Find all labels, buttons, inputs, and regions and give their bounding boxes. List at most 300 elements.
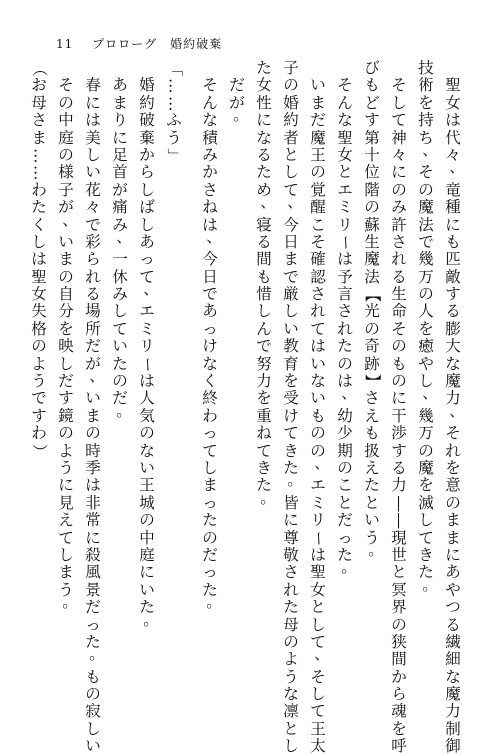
text-glyph: 々 [391,145,407,164]
text-glyph: い [364,511,380,530]
text-glyph: 聖 [337,128,353,147]
text-glyph: 現 [391,528,407,547]
text-glyph: さ [337,302,353,321]
text-glyph: と [364,493,380,512]
text-column [255,59,276,680]
text-glyph: と [283,145,299,164]
text-glyph: い [139,458,155,477]
text-glyph: い [85,389,101,408]
text-glyph: の [364,319,380,338]
text-glyph: し [31,232,47,251]
text-glyph: 階 [364,180,380,199]
text-glyph: ま [31,128,47,147]
text-glyph: 法 [418,215,434,234]
text-glyph: し [256,302,272,321]
text-glyph: 、 [314,453,330,472]
page-number: 11 [56,37,74,51]
text-glyph: け [202,337,218,356]
text-glyph: 気 [139,406,155,425]
text-glyph: 痛 [112,198,128,217]
text-glyph: 世 [391,545,407,564]
text-glyph: 婚 [139,76,155,95]
text-column [228,60,249,680]
text-glyph: か [202,163,218,182]
text-glyph: を [418,319,434,338]
text-glyph: 幾 [418,250,434,269]
text-column [363,59,384,680]
text-glyph: な [202,354,218,373]
text-glyph: た [256,163,272,182]
text-glyph: あ [202,302,218,321]
text-glyph: 母 [283,615,299,634]
text-glyph: 風 [85,563,101,582]
text-glyph: わ [31,424,47,443]
text-glyph: 庭 [58,128,74,147]
text-glyph: そ [310,667,326,686]
text-glyph: 一 [112,250,128,269]
text-glyph: 。 [368,540,384,559]
text-column [201,60,222,680]
text-glyph: と [337,493,353,512]
text-glyph: た [256,476,272,495]
text-glyph: 跡 [364,354,380,373]
text-glyph: て [310,319,326,338]
text-glyph: と [283,719,299,738]
text-glyph: の [112,372,128,391]
text-glyph: た [202,511,218,530]
text-glyph: 「 [165,60,184,77]
text-glyph: 分 [58,302,74,321]
text-glyph: 約 [283,111,299,130]
text-glyph: に [85,93,101,112]
text-glyph: 教 [283,337,299,356]
text-glyph: 生 [391,285,407,304]
text-glyph: の [139,424,155,443]
text-glyph: 育 [283,354,299,373]
text-glyph: そ [391,76,407,95]
text-glyph: わ [31,180,47,199]
text-glyph: っ [202,319,218,338]
text-glyph: の [58,145,74,164]
text-glyph: い [310,76,326,95]
text-glyph: し [85,719,101,738]
text-glyph: 王 [310,145,326,164]
text-glyph: 足 [112,145,128,164]
text-glyph: ー [138,356,157,373]
text-glyph: だ [85,598,101,617]
text-glyph: あ [139,232,155,251]
text-glyph: な [445,354,461,373]
text-glyph: い [112,337,128,356]
text-column [336,60,357,680]
text-glyph: 人 [418,302,434,321]
text-glyph: に [445,215,461,234]
text-glyph: の [337,458,353,477]
text-column [417,59,438,680]
text-glyph: 見 [58,493,74,512]
text-glyph: た [139,598,155,617]
text-glyph: 惜 [256,285,272,304]
text-glyph: 春 [85,76,101,95]
text-glyph: ま [85,406,101,425]
chapter-title: プロローグ 婚約破棄 [92,37,223,51]
text-glyph: リ [139,337,155,356]
text-glyph: 、 [422,140,438,159]
text-glyph: で [256,337,272,356]
text-glyph: え [364,406,380,425]
running-head [56,35,222,52]
text-glyph: か [391,667,407,686]
text-glyph: て [202,441,218,460]
text-glyph: た [337,337,353,356]
text-glyph: 術 [418,76,434,95]
text-glyph: て [112,319,128,338]
text-glyph: 魔 [418,198,434,217]
text-glyph: る [256,145,272,164]
text-glyph: 冥 [391,580,407,599]
text-glyph: は [85,476,101,495]
text-glyph: 場 [85,302,101,321]
text-glyph: ん [337,93,353,112]
text-glyph: は [310,545,326,564]
text-glyph: る [445,615,461,634]
text-glyph: の [310,424,326,443]
text-glyph: 積 [202,128,218,147]
text-glyph: び [364,59,380,77]
text-glyph: 力 [391,476,407,495]
text-glyph: つ [445,598,461,617]
text-glyph: 棄 [139,128,155,147]
text-glyph: 太 [310,737,326,756]
text-glyph: 日 [202,267,218,286]
text-glyph: の [391,337,407,356]
text-glyph: よ [58,441,74,460]
text-glyph: 約 [139,93,155,112]
text-glyph: 寂 [85,702,101,721]
text-glyph: だ [202,545,218,564]
text-glyph: 干 [391,406,407,425]
text-glyph: エ [139,302,155,321]
text-glyph: 鏡 [58,406,74,425]
text-column [138,60,159,680]
text-glyph: 映 [58,337,74,356]
text-glyph: 中 [139,528,155,547]
text-glyph: ね [256,424,272,443]
text-glyph: 皆 [283,493,299,512]
text-glyph: そ [58,76,74,95]
text-glyph: し [310,685,326,704]
text-glyph [309,60,327,77]
text-glyph: 敵 [445,267,461,286]
text-glyph: 神 [391,128,407,147]
text-column [30,60,48,680]
text-glyph: ま [445,511,461,530]
text-glyph: い [58,232,74,251]
text-glyph: わ [202,406,218,425]
text-glyph: 膨 [445,319,461,338]
text-glyph: 少 [337,424,353,443]
text-glyph: 女 [337,145,353,164]
text-glyph: 。 [206,593,222,612]
text-glyph: が [58,198,74,217]
text-glyph: 十 [364,145,380,164]
text-glyph: そ [202,76,218,95]
text-glyph: の [139,511,155,530]
text-glyph: 界 [391,598,407,617]
text-glyph: さ [283,563,299,582]
text-glyph: エ [337,180,353,199]
text-glyph: れ [337,319,353,338]
text-glyph: う [166,128,182,147]
text-glyph: た [202,580,218,599]
text-glyph: と [391,563,407,582]
text-glyph: 母 [31,93,47,112]
text-glyph: 様 [58,163,74,182]
text-glyph: さ [31,111,47,130]
text-glyph: を [58,319,74,338]
text-glyph: 休 [112,267,128,286]
text-glyph: … [30,165,49,181]
text-glyph: は [337,250,353,269]
text-glyph: 確 [310,250,326,269]
text-glyph: 所 [85,319,101,338]
text-glyph: い [85,163,101,182]
text-glyph: す [391,441,407,460]
text-glyph: 認 [310,267,326,286]
text-glyph: よ [283,650,299,669]
text-glyph: の [310,441,326,460]
text-glyph: れ [283,580,299,599]
text-glyph: 】 [363,373,382,390]
text-glyph: を [418,476,434,495]
text-glyph: 殺 [85,545,101,564]
text-glyph: た [283,458,299,477]
text-glyph: り [112,111,128,130]
text-glyph: は [31,250,47,269]
text-glyph: 滅 [418,493,434,512]
text-glyph: た [112,354,128,373]
text-glyph: な [337,111,353,130]
text-glyph: け [283,406,299,425]
text-glyph: ま [202,476,218,495]
text-glyph: し [418,372,434,391]
text-glyph: 、 [287,193,303,212]
text-glyph: し [283,163,299,182]
text-glyph: 許 [391,215,407,234]
text-glyph: 。 [422,575,438,594]
text-glyph: の [202,528,218,547]
text-glyph: 位 [364,163,380,182]
text-glyph: か [139,145,155,164]
text-glyph: 生 [364,232,380,251]
text-glyph: そ [337,76,353,95]
text-glyph: 者 [283,128,299,147]
text-glyph: れ [391,250,407,269]
text-glyph: た [364,476,380,495]
text-glyph: … [30,147,49,164]
text-glyph: 々 [445,145,461,164]
text-glyph: に [85,528,101,547]
text-glyph: 間 [256,250,272,269]
text-glyph: に [256,111,272,130]
text-glyph: し [418,511,434,530]
text-glyph: 景 [85,580,101,599]
text-glyph: （ [30,60,49,77]
text-glyph: の [391,180,407,199]
text-glyph: ー [309,530,328,546]
text-glyph: の [364,198,380,217]
text-glyph: の [283,76,299,95]
text-glyph: る [445,302,461,321]
text-glyph: ら [391,685,407,704]
text-glyph: な [202,111,218,130]
text-glyph: だ [58,372,74,391]
text-glyph [57,60,75,77]
text-glyph: 魔 [445,685,461,704]
text-glyph: 日 [283,232,299,251]
text-glyph: の [283,632,299,651]
text-glyph: の [58,424,74,443]
text-glyph: 意 [445,476,461,495]
text-glyph: こ [310,215,326,234]
text-glyph: 間 [391,650,407,669]
text-glyph: だ [229,76,245,95]
text-glyph: 繊 [445,632,461,651]
text-glyph: き [256,458,272,477]
text-glyph: 法 [364,267,380,286]
text-glyph: 幼 [337,406,353,425]
text-glyph: て [283,180,299,199]
text-glyph [138,60,156,77]
text-glyph: な [310,372,326,391]
text-glyph: い [310,354,326,373]
text-glyph: 期 [337,441,353,460]
text-glyph: た [418,563,434,582]
text-glyph: で [85,215,101,234]
text-glyph: 受 [283,389,299,408]
text-glyph: 美 [85,128,101,147]
text-glyph: も [391,354,407,373]
text-glyph: い [85,737,101,756]
text-glyph: る [256,232,272,251]
text-glyph: ま [283,250,299,269]
text-glyph: く [202,372,218,391]
text-glyph: う [58,580,74,599]
text-glyph: で [31,389,47,408]
text-glyph: う [364,528,380,547]
text-glyph: い [283,319,299,338]
text-glyph: 中 [58,111,74,130]
text-glyph: 、 [89,367,105,386]
text-glyph: っ [202,493,218,512]
text-glyph: 魔 [418,458,434,477]
text-glyph: る [391,458,407,477]
text-glyph: み [112,215,128,234]
text-column [390,60,409,756]
text-glyph: も [364,424,380,443]
text-glyph: 性 [256,93,272,112]
text-glyph: 。 [287,471,303,490]
text-glyph: の [310,163,326,182]
text-glyph: 尊 [283,528,299,547]
vertical-text-body [30,59,465,756]
text-glyph: た [31,198,47,217]
text-glyph: る [85,285,101,304]
text-glyph: だ [310,111,326,130]
text-glyph: は [202,215,218,234]
text-glyph [228,60,246,77]
text-glyph: 、 [422,384,438,403]
text-glyph: 花 [85,180,101,199]
text-glyph: 扱 [364,441,380,460]
text-glyph: 、 [62,210,78,229]
text-column [57,60,78,680]
text-glyph: あ [445,563,461,582]
text-glyph: 首 [112,163,128,182]
text-glyph: ー [336,234,355,251]
text-glyph: 魔 [310,128,326,147]
text-glyph: し [112,302,128,321]
text-glyph: あ [112,76,128,95]
text-glyph: っ [202,424,218,443]
text-glyph: 、 [449,158,465,177]
text-glyph: し [391,93,407,112]
text-glyph [444,60,462,77]
text-glyph: 大 [445,337,461,356]
text-glyph: … [165,95,184,112]
text-glyph: の [85,424,101,443]
text-glyph: と [310,598,326,617]
text-glyph: 魂 [391,702,407,721]
text-glyph: 聖 [445,76,461,95]
text-glyph: て [310,702,326,721]
text-glyph: 制 [445,719,461,738]
text-glyph: の [31,337,47,356]
text-glyph: だ [112,389,128,408]
text-glyph: 第 [364,128,380,147]
text-glyph: 破 [139,111,155,130]
text-glyph: く [31,215,47,234]
text-glyph: も [364,76,380,95]
text-glyph: の [418,180,434,199]
text-glyph: れ [85,267,101,286]
text-glyph: 今 [202,250,218,269]
text-glyph: 。 [89,645,105,664]
text-glyph: ― [390,513,409,529]
text-glyph: し [202,458,218,477]
text-glyph: な [283,685,299,704]
text-glyph: ば [139,198,155,217]
text-glyph: 彩 [85,232,101,251]
text-glyph: 聖 [31,267,47,286]
text-glyph: 細 [445,650,461,669]
text-column [111,60,132,680]
text-glyph: 王 [310,719,326,738]
text-glyph: て [391,111,407,130]
text-glyph: に [58,476,74,495]
text-glyph: ミ [310,493,326,512]
text-glyph: 。 [341,558,357,577]
text-glyph: 癒 [418,337,434,356]
text-glyph: ね [202,198,218,217]
text-glyph: き [283,441,299,460]
text-glyph: 時 [85,441,101,460]
text-glyph: し [139,180,155,199]
text-glyph: 人 [139,389,155,408]
text-glyph: だ [337,511,353,530]
text-glyph: ま [445,528,461,547]
text-glyph: る [391,267,407,286]
